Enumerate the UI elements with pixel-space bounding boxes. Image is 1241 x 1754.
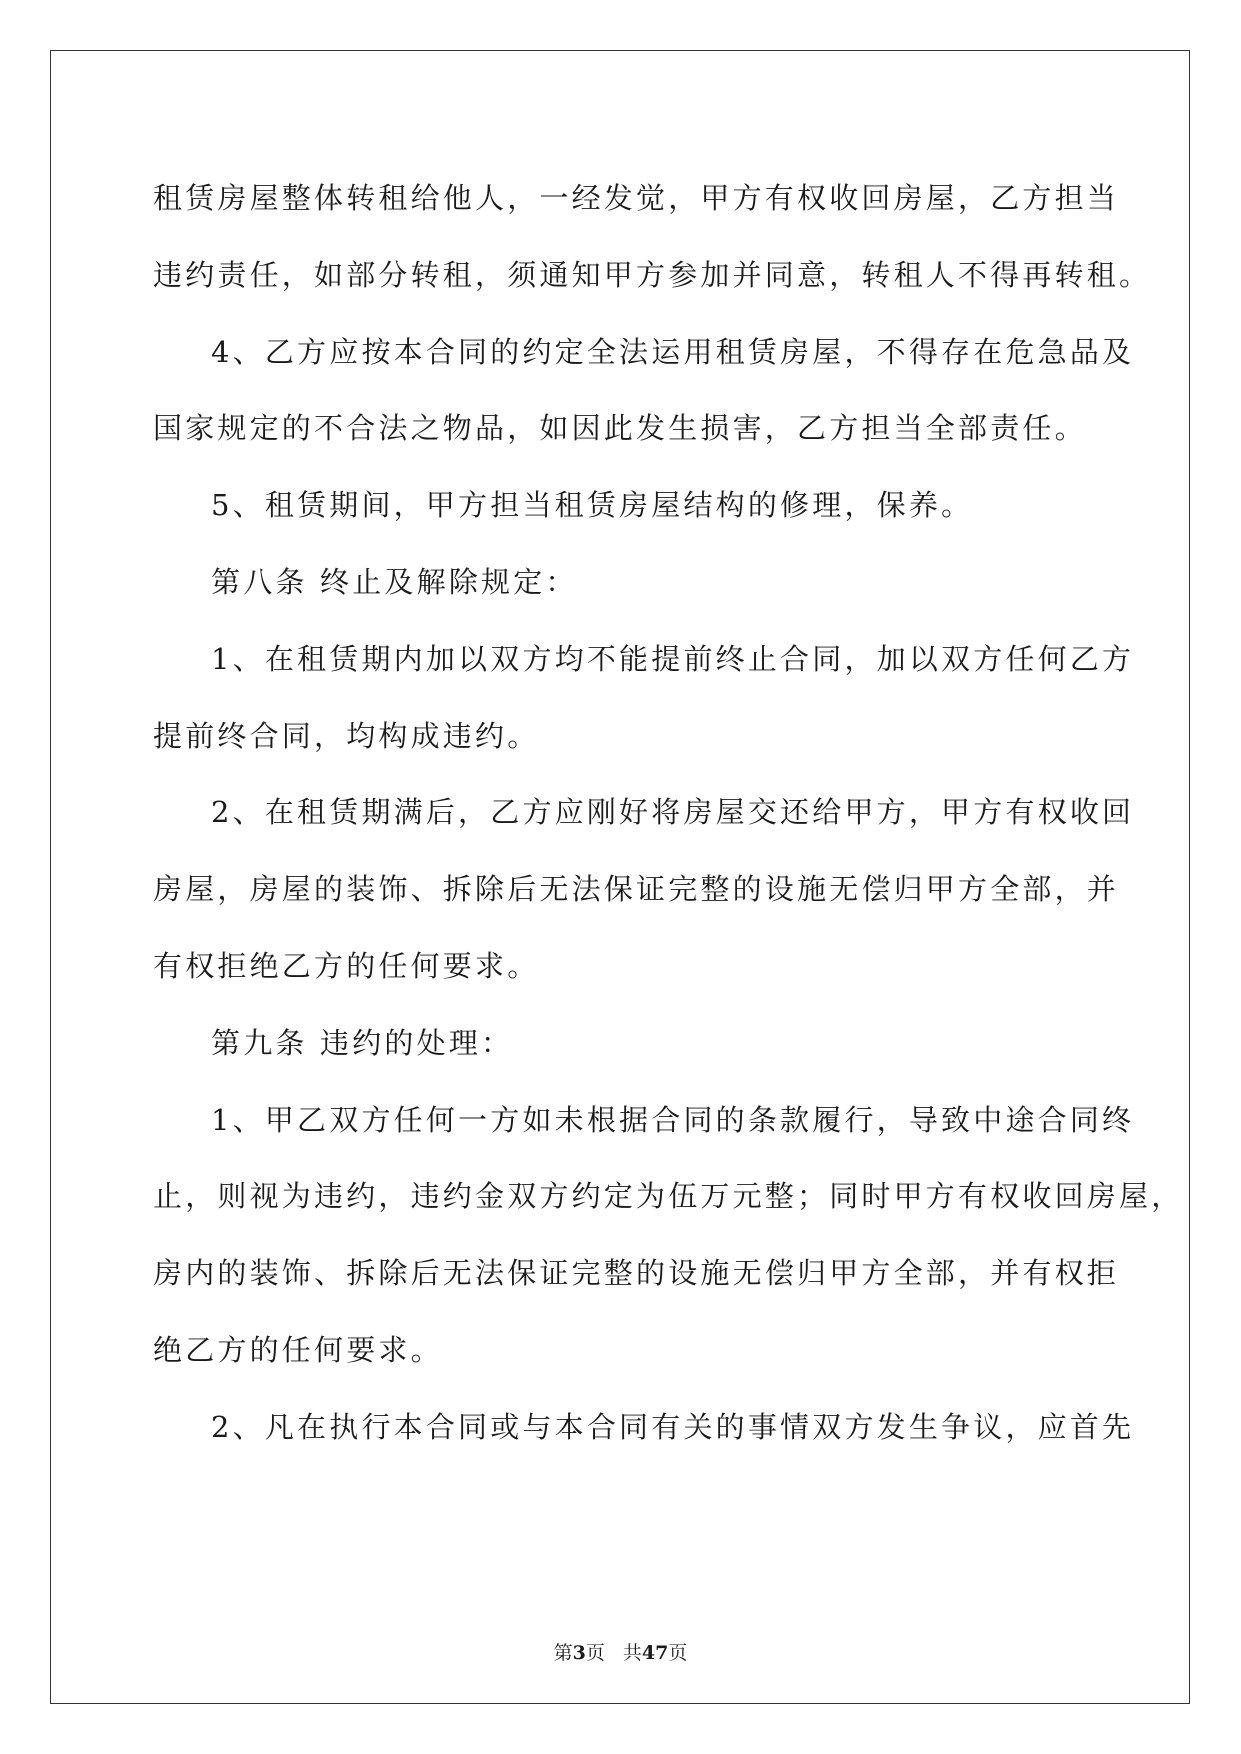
text-line: 房屋，房屋的装饰、拆除后无法保证完整的设施无偿归甲方全部，并 bbox=[153, 872, 1120, 907]
text-line: 4、乙方应按本合同的约定全法运用租赁房屋，不得存在危急品及 bbox=[211, 334, 1135, 369]
text-line: 提前终合同，均构成违约。 bbox=[153, 718, 540, 753]
document-body bbox=[153, 160, 1184, 1466]
total-prefix: 共 bbox=[622, 1642, 642, 1664]
text-line: 违约责任，如部分转租，须通知甲方参加并同意，转租人不得再转租。 bbox=[153, 257, 1152, 292]
page-number: 3 bbox=[572, 1642, 586, 1664]
section-heading: 第九条 违约的处理： bbox=[211, 1025, 514, 1060]
text-line: 国家规定的不合法之物品，如因此发生损害，乙方担当全部责任。 bbox=[153, 411, 1087, 446]
page-prefix: 第 bbox=[553, 1642, 573, 1664]
text-line: 2、凡在执行本合同或与本合同有关的事情双方发生争议，应首先 bbox=[211, 1409, 1135, 1444]
section-heading: 第八条 终止及解除规定： bbox=[211, 564, 578, 599]
text-line: 止，则视为违约，违约金双方约定为伍万元整；同时甲方有权收回房屋， bbox=[153, 1179, 1184, 1214]
text-line: 房内的装饰、拆除后无法保证完整的设施无偿归甲方全部，并有权拒 bbox=[153, 1256, 1120, 1291]
text-line: 绝乙方的任何要求。 bbox=[153, 1332, 443, 1367]
total-pages: 47 bbox=[641, 1642, 669, 1664]
text-line: 1、甲乙双方任何一方如未根据合同的条款履行，导致中途合同终 bbox=[211, 1102, 1135, 1137]
page-suffix: 页 bbox=[585, 1642, 605, 1664]
page-footer bbox=[0, 1638, 1241, 1665]
text-line: 有权拒绝乙方的任何要求。 bbox=[153, 948, 540, 983]
text-line: 5、租赁期间，甲方担当租赁房屋结构的修理，保养。 bbox=[211, 488, 974, 523]
total-suffix: 页 bbox=[668, 1642, 688, 1664]
text-line: 1、在租赁期内加以双方均不能提前终止合同，加以双方任何乙方 bbox=[211, 641, 1135, 676]
text-line: 2、在租赁期满后，乙方应刚好将房屋交还给甲方，甲方有权收回 bbox=[211, 795, 1135, 830]
text-line: 租赁房屋整体转租给他人，一经发觉，甲方有权收回房屋，乙方担当 bbox=[153, 181, 1120, 215]
